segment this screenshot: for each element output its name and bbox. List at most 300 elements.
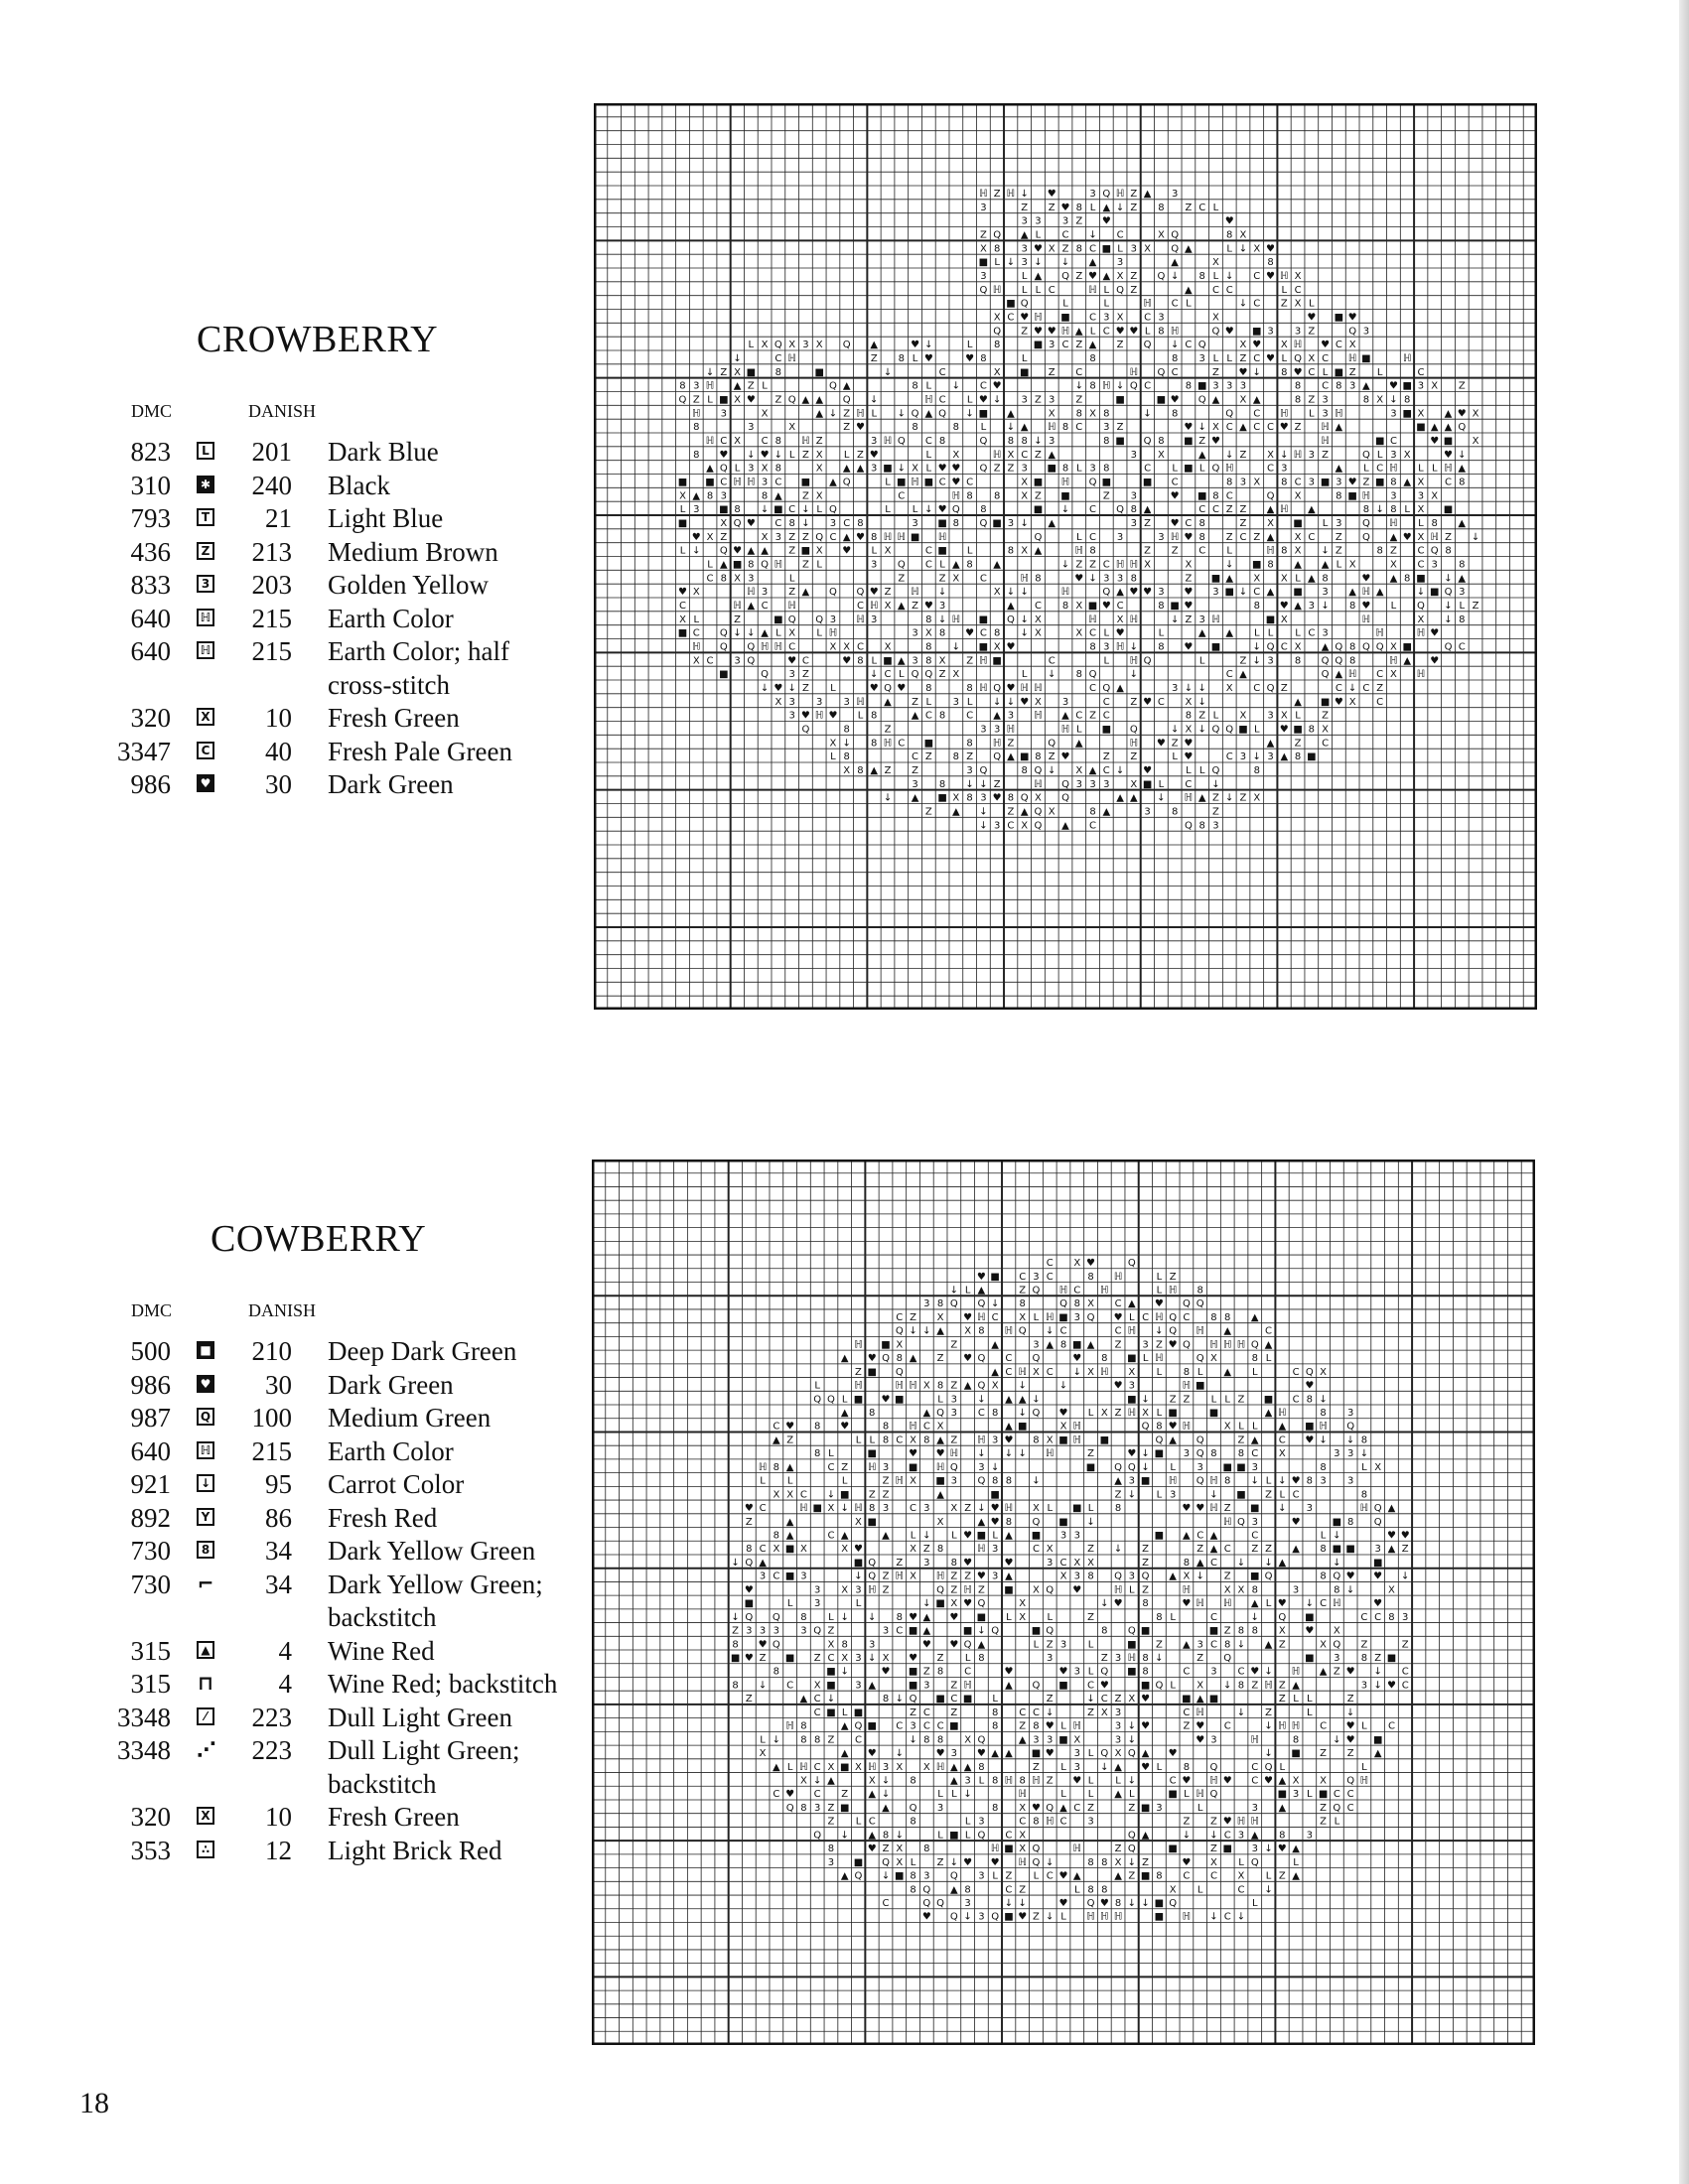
stitch-mark: ℍ [1155,1311,1164,1323]
stitch-mark: ■ [744,1598,755,1610]
stitch-mark: C [1209,1611,1217,1623]
stitch-mark: Z [1155,1639,1163,1651]
stitch-mark: ▲ [1143,504,1152,516]
stitch-mark: 8 [991,1720,999,1732]
stitch-mark: Q [772,1611,780,1623]
stitch-mark: Z [1114,1339,1122,1351]
stitch-mark: 8 [1019,1775,1026,1787]
stitch-mark: ■ [992,655,1002,667]
stitch-mark: 3 [1360,1680,1368,1692]
stitch-mark: Z [1401,1639,1409,1651]
stitch-mark: ■ [1334,312,1344,324]
stitch-mark: Q [1127,1258,1136,1270]
stitch-mark: ↓ [1345,1434,1355,1446]
stitch-mark: X [1253,477,1261,488]
stitch-mark: 8 [1171,408,1179,420]
stitch-mark: Q [719,641,728,653]
stitch-mark: L [1226,353,1233,365]
stitch-mark: ♥ [1004,1434,1014,1446]
stitch-mark: ℍ [1335,408,1343,420]
stitch-mark: L [1279,1489,1286,1501]
stitch-mark: Q [963,1639,972,1651]
dmc-number: 436 [130,536,171,567]
stitch-mark: ↓ [937,614,947,625]
stitch-mark: 3 [882,1761,890,1773]
stitch-mark: Q [882,1856,890,1868]
stitch-mark: ■ [910,531,920,543]
stitch-mark: ↓ [881,1789,891,1801]
stitch-mark: Q [1032,1856,1041,1868]
stitch-mark: 3 [871,436,878,448]
stitch-mark: 3 [1114,1653,1122,1665]
stitch-mark: ♥ [1252,340,1262,351]
stitch-mark: Q [842,394,851,406]
stitch-mark: 8 [910,1816,916,1828]
stitch-mark: L [1087,1639,1094,1651]
stitch-mark: ↓ [801,518,810,530]
stitch-mark: C [1114,1325,1122,1337]
stitch-mark: L [857,710,864,722]
stitch-mark: L [1142,1353,1149,1365]
stitch-mark: ▲ [1403,477,1412,488]
stitch-mark: C [1087,1680,1095,1692]
stitch-mark: Q [1264,1761,1273,1773]
stitch-mark: C [1267,463,1275,475]
stitch-mark: X [692,655,700,667]
stitch-mark: ■ [1072,1339,1082,1351]
stitch-mark: L [1418,518,1424,530]
stitch-mark: ↓ [1373,1680,1382,1692]
stitch-mark: ■ [826,1680,836,1692]
stitch-mark: C [801,655,809,667]
stitch-mark: ↓ [1236,1706,1246,1718]
danish-number: 12 [265,1835,292,1865]
stitch-mark: C [1019,1271,1027,1283]
stitch-mark: Z [801,490,809,502]
stitch-mark: ▲ [950,1884,958,1896]
stitch-mark: Z [857,449,864,461]
stitch-mark: 3 [802,340,809,351]
stitch-mark: L [1087,1503,1094,1515]
stitch-mark: C [1251,1775,1259,1787]
stitch-mark: ℍ [1222,1339,1232,1351]
stitch-mark: Z [801,559,809,571]
stitch-mark: C [1144,380,1152,392]
stitch-mark: ↓ [1209,1830,1218,1842]
stitch-mark: Z [1223,1570,1231,1582]
color-name: Medium Green [328,1403,492,1433]
stitch-mark: 8 [1101,1856,1108,1868]
stitch-mark: Z [922,1544,930,1556]
legend-row [99,1801,576,1835]
stitch-mark: X [1390,559,1397,571]
stitch-mark: X [1075,601,1083,613]
stitch-mark: X [1403,449,1411,461]
stitch-mark: ■ [1170,601,1180,613]
stitch-mark: Q [895,1366,904,1378]
stitch-mark: ↓ [1264,1720,1273,1732]
stitch-mark: ℍ [1361,614,1371,625]
stitch-mark: Q [991,1911,1000,1923]
stitch-mark: ▲ [1458,573,1467,585]
stitch-mark: 8 [1404,573,1411,585]
stitch-mark: Q [1209,1789,1218,1801]
stitch-mark: Q [1032,1843,1041,1855]
stitch-mark: Q [977,1353,986,1365]
stitch-mark: Z [882,1570,890,1582]
stitch-mark: ▲ [1278,1557,1287,1569]
stitch-mark: 3 [1007,710,1015,722]
stitch-mark: ↓ [1006,587,1016,599]
stitch-mark: C [896,1434,904,1446]
color-name: Dark Yellow Green; backstitch [328,1569,543,1632]
stitch-mark: L [1075,724,1082,736]
stitch-mark: 8 [978,1761,985,1773]
stitch-mark: ♥ [1184,641,1194,653]
stitch-mark: L [814,1380,820,1392]
stitch-mark: ℍ [1196,1789,1204,1801]
stitch-mark: ▲ [1116,587,1124,599]
dmc-number: 3348 [117,1735,171,1765]
stitch-mark: Q [678,394,687,406]
stitch-mark: ▲ [785,1461,794,1473]
stitch-mark: Z [801,531,809,543]
stitch-mark: L [1115,1775,1121,1787]
stitch-mark: X [1278,1625,1286,1637]
stitch-mark: 3 [980,724,987,736]
stitch-mark: Z [950,1570,958,1582]
stitch-mark: ℍ [1113,1584,1123,1596]
stitch-mark: ♥ [951,463,961,475]
stitch-mark: Q [1141,1570,1150,1582]
stitch-mark: ℍ [828,627,838,639]
stitch-mark: L [1170,1611,1176,1623]
stitch-mark: ↓ [760,683,770,695]
stitch-mark: L [1336,559,1342,571]
stitch-mark: Z [1183,1394,1191,1406]
stitch-mark: Q [1127,1830,1136,1842]
stitch-mark: L [1156,1489,1163,1501]
danish-number: 223 [251,1735,292,1765]
stitch-mark: ↓ [977,1394,986,1406]
stitch-mark: 3 [1402,1611,1409,1623]
stitch-mark: ■ [1334,366,1344,378]
stitch-mark: Q [1197,340,1206,351]
stitch-mark: L [1103,655,1110,667]
stitch-mark: Z [1225,531,1233,543]
stitch-symbol-icon [171,1801,240,1825]
stitch-mark: Q [993,751,1002,763]
stitch-mark: ℍ [963,1680,972,1692]
stitch-mark: ♥ [855,531,865,543]
stitch-mark: ■ [1443,504,1454,516]
stitch-mark: ↓ [1018,1380,1027,1392]
stitch-mark: ■ [1372,1557,1383,1569]
stitch-mark: 3 [1033,1734,1040,1746]
stitch-mark: 3 [1049,340,1056,351]
stitch-mark: ■ [908,1625,918,1637]
stitch-mark: 8 [857,518,864,530]
stitch-mark: ■ [1101,243,1112,255]
stitch-mark: ▲ [1266,738,1275,750]
stitch-mark: X [1100,1706,1108,1718]
stitch-mark: ↓ [922,1598,931,1610]
stitch-mark: C [1387,1720,1395,1732]
stitch-mark: X [788,627,796,639]
stitch-mark: L [1307,1694,1313,1706]
stitch-mark: 3 [1417,490,1425,502]
stitch-mark: X [1019,1311,1027,1323]
stitch-mark: C [1308,531,1316,543]
stitch-mark: X [1267,518,1274,530]
stitch-mark: Q [747,655,756,667]
stitch-mark: X [1294,490,1302,502]
stitch-mark: ↓ [881,1870,891,1882]
stitch-mark: 8 [1089,353,1096,365]
stitch-mark: 8 [1362,394,1370,406]
stitch-mark: X [734,366,741,378]
stitch-mark: 8 [1362,504,1370,516]
stitch-mark: ♥ [1060,751,1070,763]
stitch-mark: Z [1033,1911,1040,1923]
stitch-mark: ▲ [977,1285,986,1297]
stitch-mark: C [827,1530,835,1542]
stitch-mark: ▲ [1007,751,1015,763]
stitch-mark: ♥ [1170,518,1180,530]
stitch-mark: ▲ [759,1557,767,1569]
stitch-mark: 8 [1294,751,1302,763]
stitch-mark: ℍ [992,738,1002,750]
stitch-mark: X [788,340,796,351]
stitch-mark: 3 [938,601,946,613]
stitch-mark: C [759,1544,767,1556]
stitch-symbol: ⁄ [197,1707,214,1725]
stitch-mark: 3 [923,1680,930,1692]
stitch-mark: C [761,601,769,613]
stitch-mark: 8 [1237,1448,1245,1460]
stitch-mark: C [1102,559,1110,571]
stitch-mark: Z [924,751,932,763]
stitch-mark: ↓ [977,1625,986,1637]
stitch-mark: 8 [1021,436,1028,448]
stitch-mark: 8 [1279,1830,1286,1842]
stitch-mark: Z [1114,1407,1122,1419]
stitch-mark: ♥ [1058,1407,1068,1419]
stitch-mark: ℍ [787,601,796,613]
stitch-mark: L [1047,1503,1054,1515]
stitch-mark: 3 [978,1461,985,1473]
stitch-mark: 3 [1322,587,1329,599]
stitch-mark: C [1445,477,1452,488]
stitch-mark: 8 [991,1475,999,1487]
stitch-mark: L [843,449,850,461]
stitch-mark: ↓ [1060,504,1070,516]
stitch-mark: ↓ [787,683,796,695]
stitch-mark: C [896,1625,904,1637]
stitch-mark: 3 [1237,1830,1245,1842]
stitch-mark: ↓ [1034,436,1043,448]
stitch-mark: ▲ [1264,1407,1273,1419]
stitch-mark: L [1212,202,1219,213]
stitch-mark: ▲ [1102,202,1111,213]
stitch-mark: ↓ [992,394,1002,406]
stitch-mark: X [1239,394,1247,406]
stitch-mark: ♥ [869,587,879,599]
stitch-mark: Z [1116,340,1124,351]
danish-header: DANISH [248,1300,317,1320]
stitch-mark: C [1308,366,1316,378]
stitch-symbol: T [197,508,214,526]
stitch-mark: C [922,1706,930,1718]
stitch-mark: L [1265,1870,1272,1882]
stitch-mark: X [1390,669,1397,681]
stitch-symbol-icon [171,1369,240,1393]
stitch-mark: ℍ [1018,1366,1027,1378]
stitch-mark: Z [1251,1680,1259,1692]
stitch-mark: ▲ [1403,655,1412,667]
stitch-mark: L [1129,1584,1135,1596]
stitch-mark: 8 [1390,504,1397,516]
stitch-mark: ℍ [799,1503,808,1515]
stitch-mark: 8 [1087,1856,1094,1868]
stitch-mark: 8 [1185,710,1193,722]
stitch-mark: ↓ [990,1461,1000,1473]
stitch-mark: ♥ [1168,1421,1178,1433]
stitch-mark: Z [938,573,946,585]
stitch-mark: 8 [896,1353,903,1365]
stitch-mark: ♥ [1033,243,1043,255]
stitch-mark: ↓ [1032,1475,1041,1487]
stitch-mark: C [1294,284,1302,296]
stitch-mark: Q [868,1557,877,1569]
stitch-mark: Z [1114,1489,1122,1501]
stitch-mark: ℍ [883,738,893,750]
stitch-mark: 8 [950,1557,958,1569]
stitch-mark: Q [1102,683,1111,695]
stitch-mark: ℍ [1034,312,1043,324]
stitch-mark: C [773,1570,780,1582]
stitch-mark: 8 [843,751,850,763]
stitch-mark: C [1239,531,1247,543]
stitch-mark: Z [827,1625,835,1637]
stitch-mark: ♥ [1373,1570,1383,1582]
stitch-mark: C [1209,1557,1217,1569]
stitch-mark: 3 [1128,1380,1136,1392]
stitch-mark: ▲ [1197,792,1206,804]
stitch-mark: L [1251,1898,1258,1910]
stitch-mark: ▲ [840,1407,849,1419]
stitch-mark: 3 [761,587,769,599]
stitch-mark: 8 [1101,1884,1108,1896]
stitch-mark: ■ [1033,504,1044,516]
stitch-mark: 8 [693,449,700,461]
stitch-mark: Z [1087,1706,1094,1718]
stitch-mark: X [1075,765,1083,777]
stitch-mark: ↓ [1264,1884,1273,1896]
stitch-mark: Z [843,408,851,420]
stitch-mark: L [951,1530,957,1542]
stitch-mark: ↓ [1115,380,1125,392]
stitch-mark: X [1348,340,1356,351]
stitch-mark: 8 [1198,271,1205,283]
stitch-mark: Q [1225,408,1234,420]
stitch-mark: 8 [1005,1475,1013,1487]
stitch-mark: 8 [720,573,727,585]
stitch-mark: ↓ [1250,1611,1259,1623]
stitch-mark: 8 [991,1706,999,1718]
stitch-mark: X [1308,353,1316,365]
stitch-mark: ↓ [1032,1394,1041,1406]
stitch-mark: ▲ [936,1489,944,1501]
stitch-mark: ▲ [1061,710,1069,722]
stitch-mark: ▲ [706,463,714,475]
stitch-mark: X [1294,641,1302,653]
stitch-mark: ▲ [1458,463,1467,475]
stitch-mark: 3 [1459,587,1466,599]
stitch-mark: 8 [773,1530,780,1542]
stitch-mark: ♥ [1018,1911,1028,1923]
stitch-mark: 3 [1267,751,1274,763]
stitch-mark: ♥ [1006,683,1016,695]
stitch-mark: 8 [912,422,918,434]
stitch-mark: ■ [1168,1407,1178,1419]
stitch-mark: Q [813,1625,822,1637]
stitch-mark: Q [1346,1775,1355,1787]
cowberry-column-headers [99,1300,576,1321]
stitch-mark: Z [1046,1694,1054,1706]
stitch-mark: C [720,477,728,488]
stitch-mark: ♥ [867,1843,877,1855]
stitch-mark: 8 [1089,380,1096,392]
stitch-mark: L [1156,1366,1163,1378]
stitch-mark: ↓ [1252,366,1261,378]
stitch-mark: ♥ [1047,326,1056,338]
stitch-mark: 8 [1445,545,1452,557]
stitch-mark: ■ [1374,477,1385,488]
stitch-mark: Q [911,669,919,681]
stitch-mark: X [799,1544,807,1556]
stitch-mark: ↓ [937,587,947,599]
stitch-mark: L [1267,627,1274,639]
stitch-mark: ↓ [1444,601,1453,613]
stitch-mark: Z [884,765,892,777]
stitch-mark: ℍ [1018,1856,1027,1868]
stitch-mark: C [924,559,932,571]
dmc-number: 3347 [117,736,171,766]
stitch-mark: ■ [812,1503,822,1515]
stitch-mark: X [1142,1407,1150,1419]
stitch-mark: L [760,1475,766,1487]
stitch-mark: ▲ [1059,1802,1067,1814]
stitch-mark: ▲ [1102,271,1111,283]
legend-row [99,1702,576,1735]
stitch-mark: C [1089,531,1097,543]
stitch-mark: 8 [1390,477,1397,488]
stitch-mark: 8 [843,724,850,736]
stitch-mark: Z [1061,243,1069,255]
stitch-mark: C [1144,463,1152,475]
stitch-mark: 3 [1308,477,1316,488]
stitch-mark: L [707,559,713,571]
stitch-mark: Q [1114,1461,1123,1473]
stitch-mark: ■ [923,477,934,488]
stitch-mark: Q [1157,366,1166,378]
stitch-mark: C [1116,601,1124,613]
stitch-mark: 8 [938,436,946,448]
stitch-mark: C [1089,243,1097,255]
stitch-mark: Z [788,545,796,557]
stitch-symbol-icon [171,768,240,792]
